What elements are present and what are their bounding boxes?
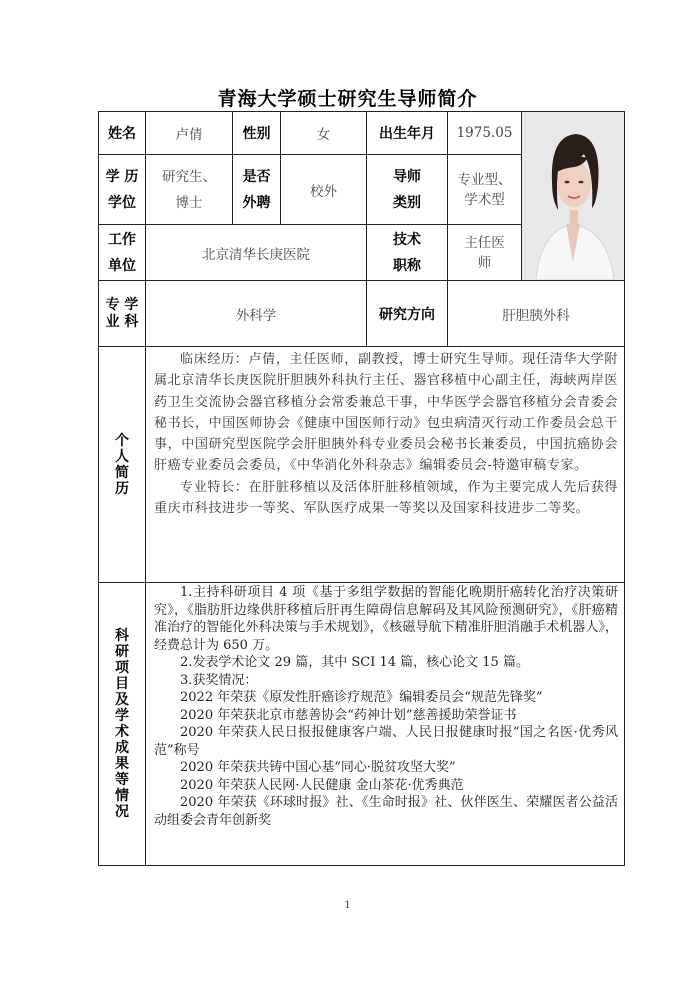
award-item: 2020 年荣获共铸中国心基“同心·脱贫攻坚大奖” xyxy=(180,760,456,775)
direction-value: 肝胆胰外科 xyxy=(448,281,625,347)
page-number: 1 xyxy=(344,900,351,911)
name-label: 姓名 xyxy=(99,112,146,155)
awards-heading: 3.获奖情况： xyxy=(180,672,258,688)
external-value: 校外 xyxy=(281,155,367,225)
award-item: 2020 年荣获人民日报报健康客户端、人民日报健康时报“国之名医·优秀风范”称号 xyxy=(154,725,618,758)
portrait-photo xyxy=(522,112,625,281)
bio-clinical-paragraph: 临床经历：卢倩，主任医师，副教授，博士研究生导师。现任清华大学附属北京清华长庚医院肝胆胰外科执行主任、器官移植中心副主任，海峡两岸医药卫生交流协会器官移植分会常委兼总干事，中华医学会器官移植分会青委会秘书长，中国医师协会《健康中国医师行动》包虫病清灭行动工作委员会总干事，中国研究型医院学会肝胆胰外科专业委员会秘书长兼委员，中国抗癌协会肝癌专业委员会委员，《中华消化外科杂志》编辑委员会-特邀审稿专家。 xyxy=(154,352,618,474)
bio-label: 个 人 简 历 xyxy=(99,347,146,583)
tutor-type-value: 专业型、 学术型 xyxy=(448,155,522,225)
direction-label: 研究方向 xyxy=(367,281,448,347)
tech-title-value: 主任医 师 xyxy=(448,225,522,281)
award-item: 2020 年荣获北京市慈善协会“药神计划”慈善援助荣誉证书 xyxy=(180,707,517,723)
major-value: 外科学 xyxy=(146,281,367,347)
name-value: 卢倩 xyxy=(146,112,233,155)
degree-label: 学 历 学位 xyxy=(99,155,146,225)
award-item: 2022 年荣获《原发性肝癌诊疗规范》编辑委员会“规范先锋奖” xyxy=(180,690,543,705)
gender-value: 女 xyxy=(281,112,367,155)
page-title: 青海大学硕士研究生导师简介 xyxy=(217,88,478,110)
work-unit-value: 北京清华长庚医院 xyxy=(146,225,367,281)
portrait-image xyxy=(522,112,625,280)
birth-value: 1975.05 xyxy=(448,112,522,155)
tech-title-label: 技术 职称 xyxy=(367,225,448,281)
award-item: 2020 年荣获人民网·人民健康 金山茶花·优秀典范 xyxy=(180,777,464,793)
external-label: 是否 外聘 xyxy=(233,155,281,225)
bio-content xyxy=(146,347,625,583)
degree-value: 研究生、 博士 xyxy=(146,155,233,225)
tutor-info-table xyxy=(98,111,625,866)
research-label: 科 研 项 目 及 学 术 成 果 等 情 况 xyxy=(99,583,146,866)
bio-specialty-paragraph: 专业特长：在肝脏移植以及活体肝脏移植领域，作为主要完成人先后获得重庆市科技进步一等奖、军队医疗成果一等奖以及国家科技进步二等奖。 xyxy=(154,479,618,517)
research-papers: 2.发表学术论文 29 篇，其中 SCI 14 篇，核心论文 15 篇。 xyxy=(180,655,529,670)
birth-label: 出生年月 xyxy=(367,112,448,155)
work-unit-label: 工作 单位 xyxy=(99,225,146,281)
major-label: 专 学 业 科 xyxy=(99,281,146,347)
award-item: 2020 年荣获《环球时报》社、《生命时报》社、伙伴医生、荣耀医者公益活动组委会青年创新奖 xyxy=(154,795,618,828)
research-content xyxy=(146,583,625,866)
research-projects: 1.主持科研项目 4 项《基于多组学数据的智能化晚期肝癌转化治疗决策研究》，《脂肪肝边缘供肝移植后肝再生障碍信息解码及其风险预测研究》，《肝癌精准治疗的智能化外科决策与手术规划》，《核磁导航下精准肝胆消融手术机器人》，经费总计为 650 万。 xyxy=(154,585,618,653)
tutor-type-label: 导师 类别 xyxy=(367,155,448,225)
gender-label: 性别 xyxy=(233,112,281,155)
